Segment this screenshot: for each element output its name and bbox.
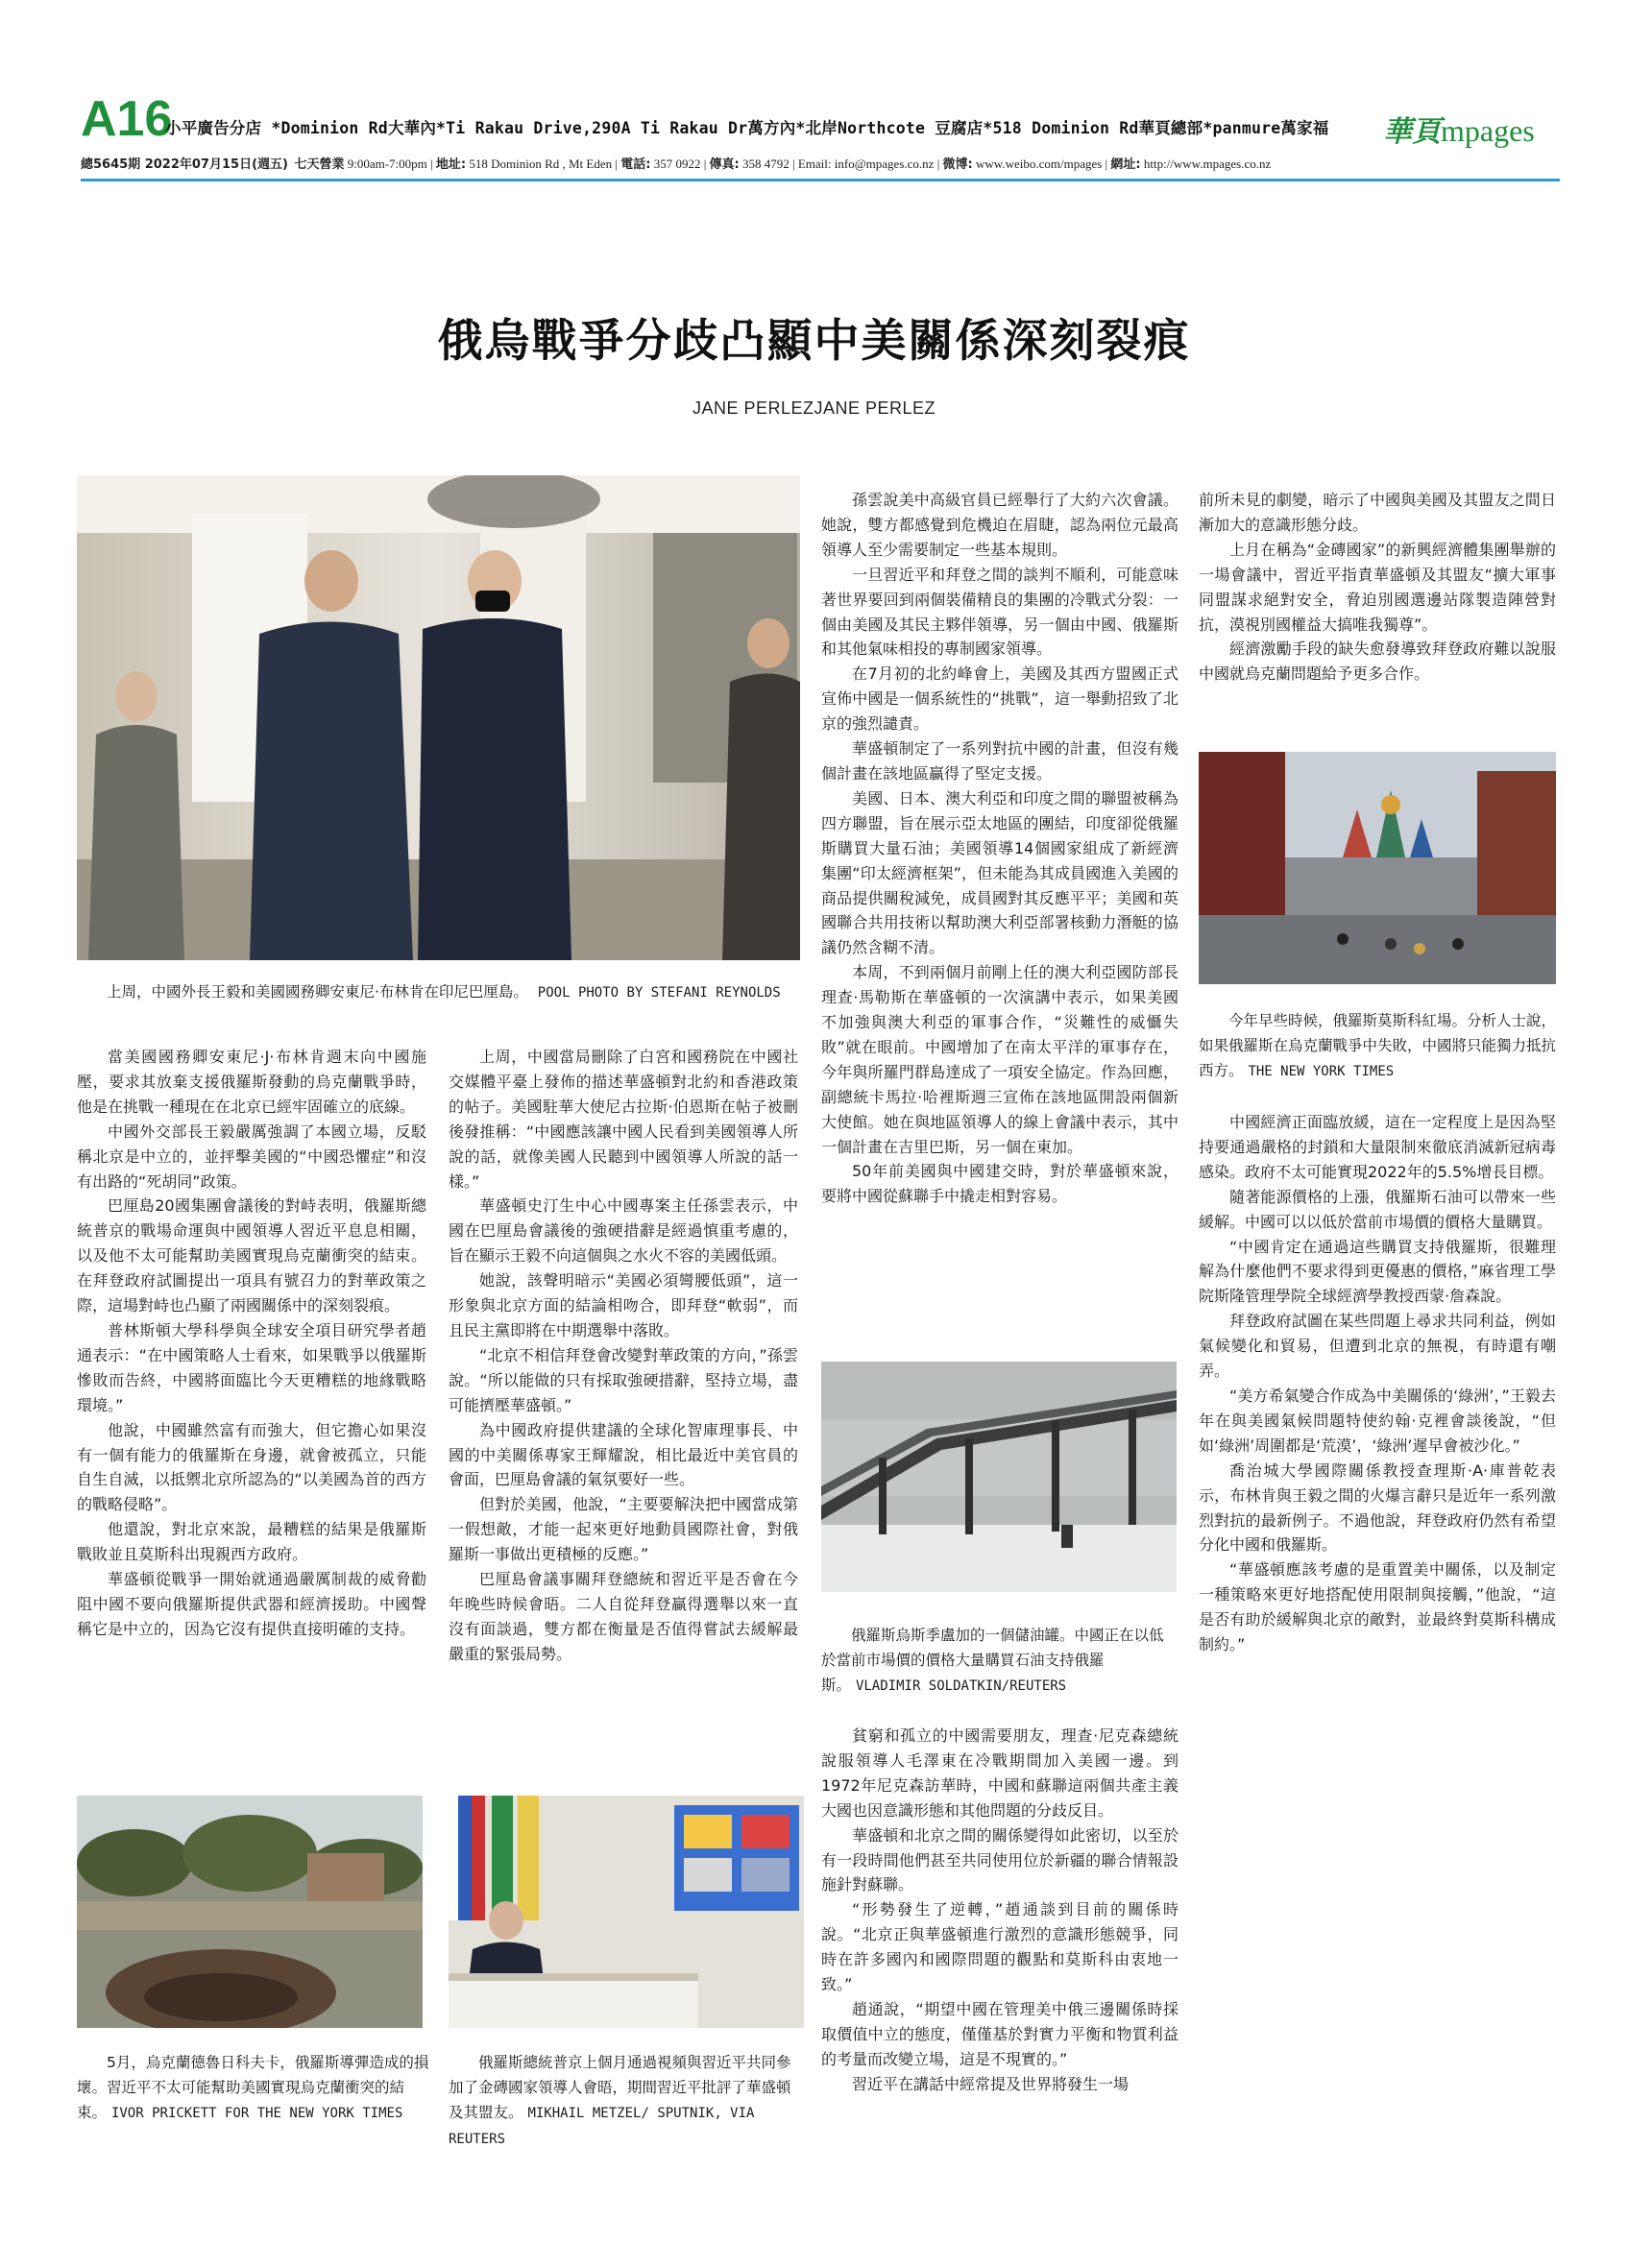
paragraph: 當美國國務卿安東尼·J·布林肯週末向中國施壓，要求其放棄支援俄羅斯發動的烏克蘭戰爭時，他是在挑戰一種現在在北京已經牢固確立的底線。 <box>77 1048 426 1116</box>
caption-text: 5月，烏克蘭德魯日科夫卡，俄羅斯導彈造成的損壞。習近平不太可能幫助美國實現烏克蘭衝突的結束。 <box>77 2054 429 2122</box>
caption-text: 上周，中國外長王毅和美國國務卿安東尼·布林肯在印尼巴厘島。 <box>107 983 528 1001</box>
paragraph: “中國肯定在通過這些購買支持俄羅斯，很難理解為什麼他們不要求得到更優惠的價格，”麻省理工學院斯隆管理學院全球經濟學教授西蒙·詹森說。 <box>1199 1237 1556 1306</box>
paragraph: 上周，中國當局刪除了白宮和國務院在中國社交媒體平臺上發佈的描述華盛頓對北約和香港政策的帖子。美國駐華大使尼古拉斯·伯恩斯在帖子被刪後發推稱：“中國應該讓中國人民看到美國領導人所說的話，就像美國人民聽到中國領導人所說的話一樣。” <box>449 1048 798 1191</box>
mpages-logo <box>1383 108 1535 150</box>
caption-photo3 <box>449 2050 804 2151</box>
article-column-4-bottom <box>1199 1110 1556 1657</box>
branch-address-line: 小平廣告分店 *Dominion Rd大華內*Ti Rakau Drive,290A Ti Rakau Dr萬方內*北岸Northcote 豆腐店*518 Dominion Rd華頁總部*panmure萬家福 <box>165 119 1329 137</box>
paragraph: 趙通說，“期望中國在管理美中俄三邊關係時採取價值中立的態度，僅僅基於對實力平衡和物質利益的考量而改變立場，這是不現實的。” <box>821 1999 1178 2068</box>
photo-credit: POOL PHOTO BY STEFANI REYNOLDS <box>537 985 781 1001</box>
address-label: 地址: <box>435 157 467 172</box>
paragraph: 華盛頓和北京之間的關係變得如此密切，以至於有一段時間他們甚至共同使用位於新疆的聯合情報設施針對蘇聯。 <box>821 1825 1178 1894</box>
photo-red-square <box>1199 752 1556 984</box>
paragraph: 中國外交部長王毅嚴厲強調了本國立場，反駁稱北京是中立的，並抨擊美國的“中國恐懼症”和沒有出路的“死胡同”政策。 <box>77 1122 426 1191</box>
paragraph: 華盛頓史汀生中心中國專案主任孫雲表示，中國在巴厘島會議後的強硬措辭是經過慎重考慮的，旨在顯示王毅不向這個與之水火不容的美國低頭。 <box>449 1196 798 1266</box>
paragraph: 經濟激勵手段的缺失愈發導致拜登政府難以說服中國就烏克蘭問題給予更多合作。 <box>1199 639 1556 684</box>
caption-photo5 <box>1199 1008 1556 1084</box>
address: 518 Dominion Rd , Mt Eden <box>469 157 613 171</box>
paragraph: 為中國政府提供建議的全球化智庫理事長、中國的中美關係專家王輝耀說，相比最近中美官員的會面，巴厘島會議的氣氛要好一些。 <box>449 1420 798 1489</box>
hours: 9:00am-7:00pm <box>347 157 427 171</box>
logo-chinese: 華頁 <box>1383 115 1441 149</box>
paragraph: 貧窮和孤立的中國需要朋友，理查·尼克森總統說服領導人毛澤東在冷戰期間加入美國一邊。到1972年尼克森訪華時，中國和蘇聯這兩個共產主義大國也因意識形態和其他問題的分歧反目。 <box>821 1726 1178 1820</box>
weibo-label: 微博: <box>942 157 973 172</box>
paragraph: 隨著能源價格的上漲，俄羅斯石油可以帶來一些緩解。中國可以以低於當前市場價的價格大量購買。 <box>1199 1187 1556 1231</box>
tel: 357 0922 <box>653 157 701 171</box>
paragraph: 拜登政府試圖在某些問題上尋求共同利益，例如氣候變化和貿易，但遭到北京的無視，有時還有嘲弄。 <box>1199 1312 1556 1381</box>
article-column-3-top <box>821 488 1178 1209</box>
paragraph: 華盛頓制定了一系列對抗中國的計畫，但沒有幾個計畫在該地區贏得了堅定支援。 <box>821 739 1178 783</box>
web-label: 網址: <box>1110 157 1141 172</box>
article-column-3-bottom <box>821 1724 1178 2097</box>
paragraph: 一旦習近平和拜登之間的談判不順利，可能意味著世界要回到兩個裝備精良的集團的冷戰式分裂：一個由美國及其民主夥伴領導，另一個由中國、俄羅斯和其他氣味相投的專制國家領導。 <box>821 565 1178 659</box>
photo-wang-yi-blinken <box>77 475 800 960</box>
photo-putin-video-summit <box>449 1796 804 2028</box>
caption-text: 今年早些時候，俄羅斯莫斯科紅場。分析人士說，如果俄羅斯在烏克蘭戰爭中失敗，中國將只能獨力抵抗西方。 <box>1199 1012 1557 1080</box>
photo-missile-damage <box>77 1796 423 2028</box>
paragraph: “形勢發生了逆轉，”趙通談到目前的關係時說。“北京正與華盛頓進行激烈的意識形態競爭，同時在許多國內和國際問題的觀點和莫斯科由衷地一致。” <box>821 1900 1178 1994</box>
caption-photo4 <box>821 1623 1177 1699</box>
paragraph: 在7月初的北約峰會上，美國及其西方盟國正式宣佈中國是一個系統性的“挑戰”，這一舉動招致了北京的強烈譴責。 <box>821 664 1178 734</box>
paragraph: 普林斯頓大學科學與全球安全項目研究學者趙通表示：“在中國策略人士看來，如果戰爭以俄羅斯慘敗而告終，中國將面臨比今天更糟糕的地緣戰略環境。” <box>77 1320 426 1414</box>
paragraph: 習近平在講話中經常提及世界將發生一場 <box>852 2074 1130 2093</box>
caption-text: 俄羅斯烏斯季盧加的一個儲油罐。中國正在以低於當前市場價的價格大量購買石油支持俄羅斯。 <box>821 1627 1164 1695</box>
byline: JANE PERLEZJANE PERLEZ <box>692 398 936 418</box>
header-rule <box>81 179 1560 181</box>
paragraph: 但對於美國，他說，“主要要解決把中國當成第一假想敵，才能一起來更好地動員國際社會，對俄羅斯一事做出更積極的反應。” <box>449 1495 798 1564</box>
article-column-1 <box>77 1045 426 1642</box>
article-column-2 <box>449 1045 798 1667</box>
paragraph: 50年前美國與中國建交時，對於華盛頓來說，要將中國從蘇聯手中撬走相對容易。 <box>821 1162 1178 1206</box>
photo-oil-storage <box>821 1362 1177 1592</box>
paragraph: “美方希氣變合作成為中美關係的‘綠洲’，”王毅去年在與美國氣候問題特使約翰·克裡會談後說，“但如‘綠洲’周圍都是‘荒漠’，‘綠洲’遲早會被沙化。” <box>1199 1386 1556 1455</box>
issue-info-line: 總5645期 2022年07月15日(週五) 七天營業 9:00am-7:00pm | 地址: 518 Dominion Rd , Mt Eden | 電話: 357 0922 | 傳真: 358 4792 | Email: info@mpages.co.nz | 微博: www.weibo.com/mpages | 網址: http://www.mpages.co.nz <box>81 157 1272 172</box>
website: http://www.mpages.co.nz <box>1143 157 1272 171</box>
photo-credit: VLADIMIR SOLDATKIN/REUTERS <box>855 1678 1067 1695</box>
headline: 俄烏戰爭分歧凸顯中美關係深刻裂痕 <box>437 315 1191 368</box>
caption-photo2 <box>77 2050 432 2126</box>
paragraph: 上月在稱為“金磚國家”的新興經濟體集團舉辦的一場會議中，習近平指責華盛頓及其盟友“擴大軍事同盟謀求絕對安全，脅迫別國選邊站隊製造陣營對抗，漠視別國權益大搞唯我獨尊”。 <box>1199 540 1556 634</box>
caption-text: 俄羅斯總統普京上個月通過視頻與習近平共同參加了金磚國家領導人會晤，期間習近平批評了華盛頓及其盟友。 <box>449 2054 791 2122</box>
page-number: A16 <box>81 91 173 147</box>
paragraph: “北京不相信拜登會改變對華政策的方向，”孫雲說。“所以能做的只有採取強硬措辭，堅持立場，盡可能擠壓華盛頓。” <box>449 1345 798 1414</box>
tel-label: 電話: <box>620 157 651 172</box>
paragraph: 喬治城大學國際關係教授查理斯·A·庫普乾表示，布林肯與王毅之間的火爆言辭只是近年一系列激烈對抗的最新例子。不過他說，拜登政府仍然有希望分化中國和俄羅斯。 <box>1199 1460 1556 1555</box>
photo-credit: IVOR PRICKETT FOR THE NEW YORK TIMES <box>110 2106 403 2122</box>
fax-label: 傳真: <box>709 157 740 172</box>
article-column-4-top <box>1199 488 1556 687</box>
paragraph: 巴厘島20國集團會議後的對峙表明，俄羅斯總統普京的戰場命運與中國領導人習近平息息相關，以及他不太可能幫助美國實現烏克蘭衝突的結束。在拜登政府試圖提出一項具有號召力的對華政策之際，這場對峙也凸顯了兩國關係中的深刻裂痕。 <box>77 1196 426 1315</box>
weibo: www.weibo.com/mpages <box>976 157 1103 171</box>
paragraph: 華盛頓從戰爭一開始就通過嚴厲制裁的威脅勸阻中國不要向俄羅斯提供武器和經濟援助。中國聲稱它是中立的，因為它沒有提供直接明確的支持。 <box>77 1570 426 1638</box>
fax: 358 4792 <box>742 157 790 171</box>
logo-english: mpages <box>1441 113 1535 148</box>
paragraph: 他說，中國雖然富有而強大，但它擔心如果沒有一個有能力的俄羅斯在身邊，就會被孤立，只能自生自滅，以抵禦北京所認為的“以美國為首的西方的戰略侵略”。 <box>77 1420 426 1514</box>
paragraph: 前所未見的劇變，暗示了中國與美國及其盟友之間日漸加大的意識形態分歧。 <box>1199 491 1556 534</box>
paragraph: 中國經濟正面臨放緩，這在一定程度上是因為堅持要通過嚴格的封鎖和大量限制來徹底消滅新冠病毒感染。政府不太可能實現2022年的5.5%增長目標。 <box>1199 1113 1556 1181</box>
caption-photo1 <box>77 979 800 1005</box>
paragraph: 巴厘島會議事關拜登總統和習近平是否會在今年晚些時候會晤。二人自從拜登贏得選舉以來一直沒有面談過，雙方都在衡量是否值得嘗試去緩解最嚴重的緊張局勢。 <box>449 1570 798 1663</box>
paragraph: 孫雲說美中高級官員已經舉行了大約六次會議。她說，雙方都感覺到危機迫在眉睫，認為兩位元最高領導人至少需要制定一些基本規則。 <box>821 491 1178 559</box>
paragraph: 他還說，對北京來說，最糟糕的結果是俄羅斯戰敗並且莫斯科出現親西方政府。 <box>77 1520 426 1564</box>
hours-label: 七天營業 <box>294 157 345 172</box>
paragraph: “華盛頓應該考慮的是重置美中關係，以及制定一種策略來更好地搭配使用限制與接觸，”他說，“這是否有助於緩解與北京的敵對，並最終對莫斯科構成制約。” <box>1199 1560 1556 1654</box>
paragraph: 她說，該聲明暗示“美國必須彎腰低頭”，這一形象與北京方面的結論相吻合，即拜登“軟弱”，而且民主黨即將在中期選舉中落敗。 <box>449 1271 798 1339</box>
photo-credit: THE NEW YORK TIMES <box>1248 1064 1395 1080</box>
issue-number: 總5645期 2022年07月15日(週五) <box>81 157 288 172</box>
paragraph: 美國、日本、澳大利亞和印度之間的聯盟被稱為四方聯盟，旨在展示亞太地區的團結，印度卻從俄羅斯購買大量石油；美國領導14個國家組成了新經濟集團“印太經濟框架”，但未能為其成員國進入美國的商品提供關稅減免，成員國對其反應平平；美國和英國聯合共用技術以幫助澳大利亞部署核動力潛艇的協議仍然含糊不清。 <box>821 788 1178 957</box>
email: Email: info@mpages.co.nz <box>797 157 935 171</box>
photo-credit: MIKHAIL METZEL/ SPUTNIK, VIA REUTERS <box>449 2106 755 2147</box>
paragraph: 本周，不到兩個月前剛上任的澳大利亞國防部長理查·馬勒斯在華盛頓的一次演講中表示，如果美國不加強與澳大利亞的軍事合作，“災難性的威懾失敗”就在眼前。中國增加了在南太平洋的軍事存在，今年與所羅門群島達成了一項安全協定。作為回應，副總統卡馬拉·哈裡斯週三宣佈在該地區開設兩個新大使館。她在與地區領導人的線上會議中表示，其中一個計畫在吉里巴斯，另一個在東加。 <box>821 963 1178 1156</box>
